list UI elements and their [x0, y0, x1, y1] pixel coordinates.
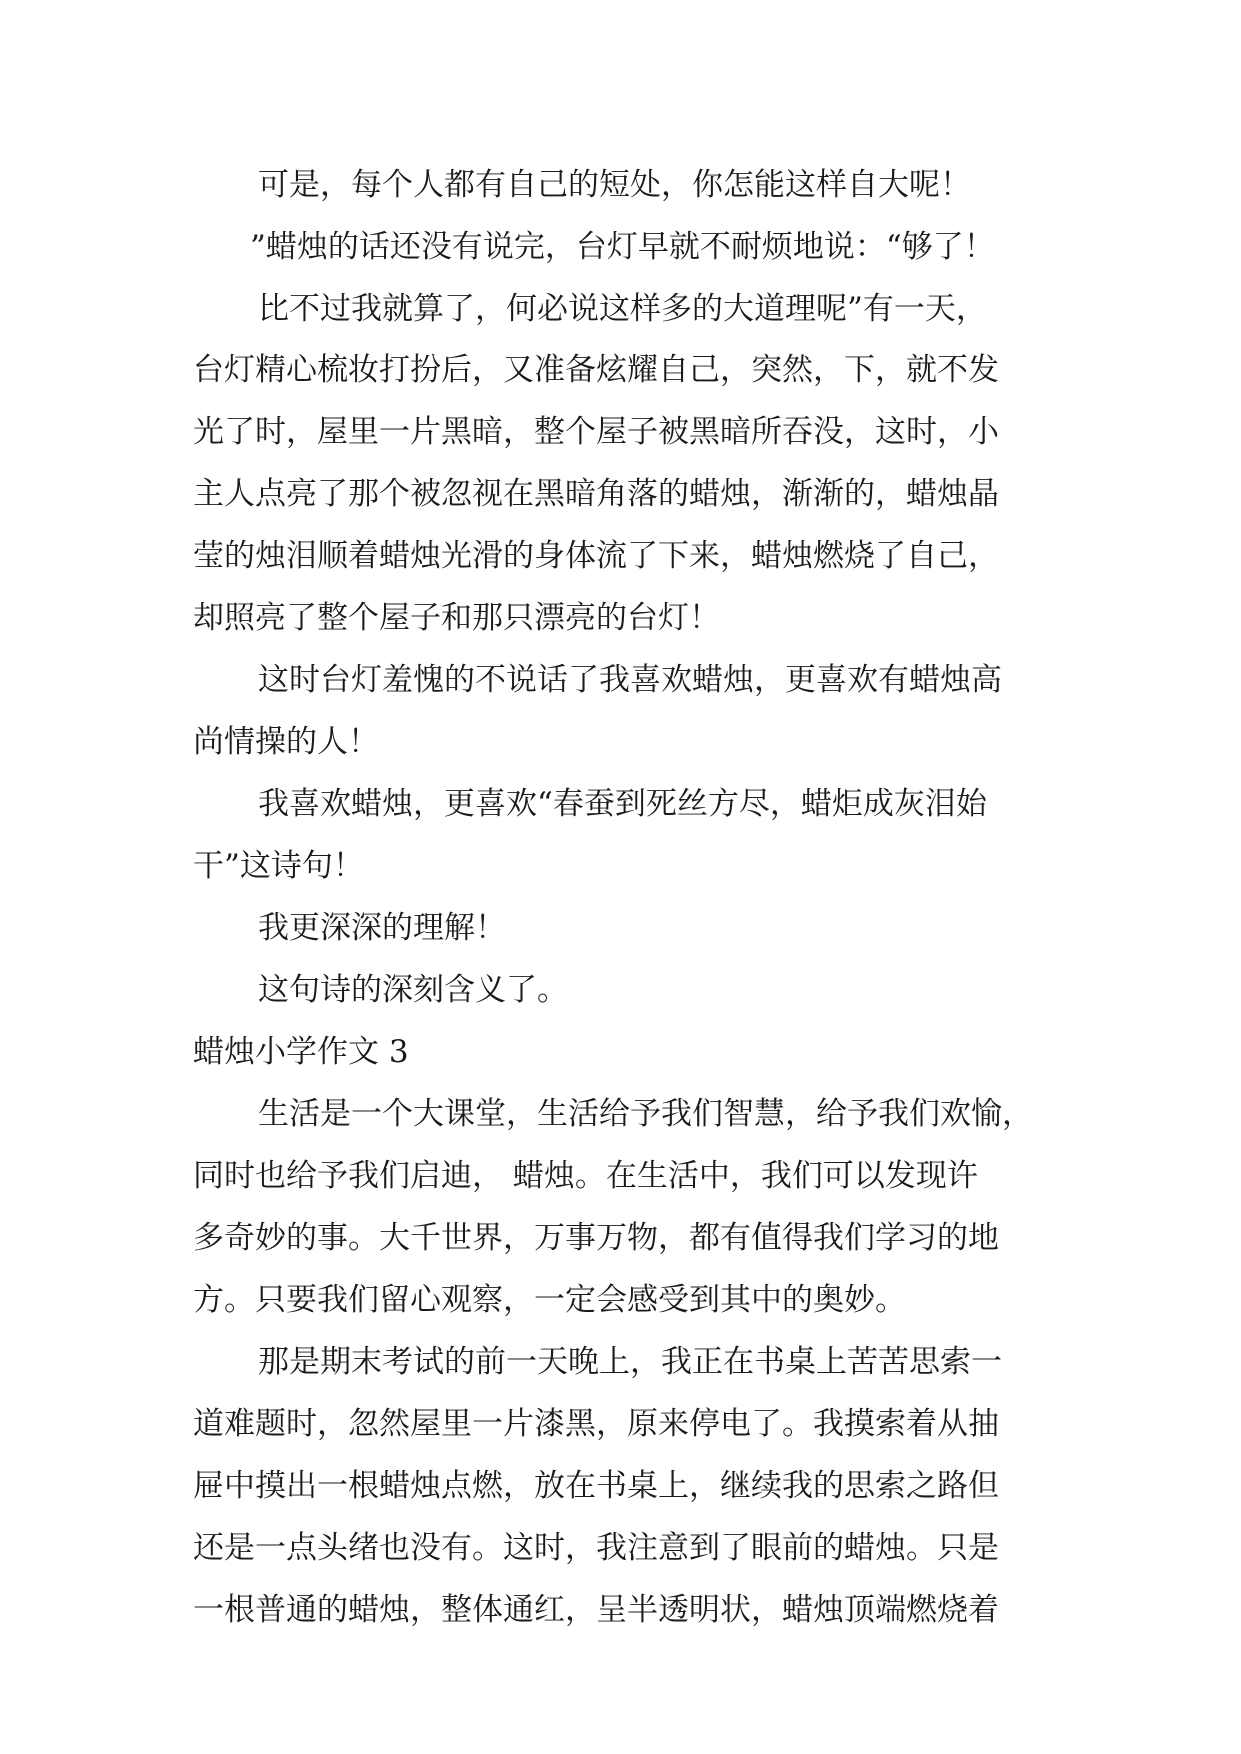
text-line: 光了时，屋里一片黑暗，整个屋子被黑暗所吞没，这时，小	[193, 414, 999, 450]
text-line: 一根普通的蜡烛，整体通红，呈半透明状，蜡烛顶端燃烧着	[193, 1592, 999, 1628]
text-line: 多奇妙的事。大千世界，万事万物，都有值得我们学习的地	[193, 1220, 999, 1256]
text-line: 比不过我就算了，何必说这样多的大道理呢”有一天，	[258, 291, 987, 327]
text-line: 屉中摸出一根蜡烛点燃，放在书桌上，继续我的思索之路但	[193, 1468, 999, 1504]
text-line: 干”这诗句！	[193, 848, 364, 884]
text-line: 那是期末考试的前一天晚上，我正在书桌上苦苦思索一	[258, 1344, 1002, 1380]
text-line: 却照亮了整个屋子和那只漂亮的台灯！	[193, 600, 720, 636]
section-heading: 蜡烛小学作文 3	[193, 1034, 409, 1070]
text-line: 可是，每个人都有自己的短处，你怎能这样自大呢！	[258, 167, 971, 203]
text-line: 还是一点头绪也没有。这时，我注意到了眼前的蜡烛。只是	[193, 1530, 999, 1566]
text-line: 尚情操的人！	[193, 724, 379, 760]
text-line: 方。只要我们留心观察，一定会感受到其中的奥妙。	[193, 1282, 906, 1318]
text-line: 莹的烛泪顺着蜡烛光滑的身体流了下来，蜡烛燃烧了自己，	[193, 538, 999, 574]
text-line: 这时台灯羞愧的不说话了我喜欢蜡烛，更喜欢有蜡烛高	[258, 662, 1002, 698]
text-line: 同时也给予我们启迪， 蜡烛。在生活中，我们可以发现许	[193, 1158, 978, 1194]
text-line: 台灯精心梳妆打扮后，又准备炫耀自己，突然，下，就不发	[193, 352, 999, 388]
text-line: 我更深深的理解！	[258, 910, 506, 946]
text-line: ”蜡烛的话还没有说完，台灯早就不耐烦地说：“够了！	[250, 229, 995, 265]
text-line: 生活是一个大课堂，生活给予我们智慧，给予我们欢愉，	[258, 1096, 1033, 1132]
text-line: 这句诗的深刻含义了。	[258, 972, 568, 1008]
text-line: 我喜欢蜡烛，更喜欢“春蚕到死丝方尽，蜡炬成灰泪始	[258, 786, 987, 822]
text-line: 道难题时，忽然屋里一片漆黑，原来停电了。我摸索着从抽	[193, 1406, 999, 1442]
text-line: 主人点亮了那个被忽视在黑暗角落的蜡烛，渐渐的，蜡烛晶	[193, 476, 999, 512]
